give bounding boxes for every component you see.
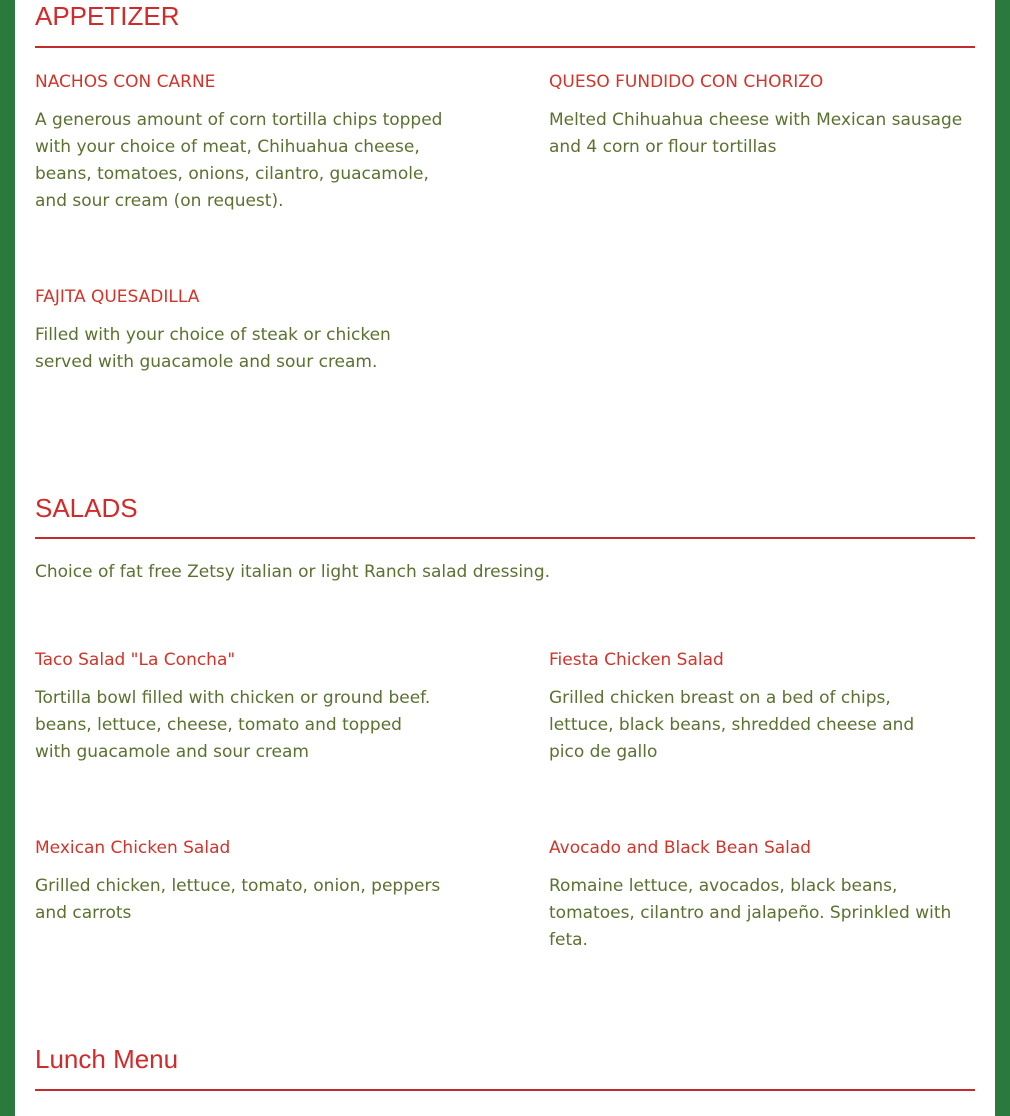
menu-item-description-mexican-chicken-salad: Grilled chicken, lettuce, tomato, onion, peppers and carrots <box>35 876 441 923</box>
menu-item-title-mexican-chicken-salad: Mexican Chicken Salad <box>35 838 231 858</box>
menu-item-description-fajita-quesadilla: Filled with your choice of steak or chicken served with guacamole and sour cream. <box>35 325 391 372</box>
salad-dressing-note: Choice of fat free Zetsy italian or light Ranch salad dressing. <box>35 562 551 582</box>
menu-item-title-fajita-quesadilla: FAJITA QUESADILLA <box>35 287 200 307</box>
section-divider-appetizer <box>35 46 975 48</box>
menu-item-title-queso-fundido-con-chorizo: QUESO FUNDIDO CON CHORIZO <box>549 72 824 92</box>
menu-item-title-avocado-and-black-bean-salad: Avocado and Black Bean Salad <box>549 838 812 858</box>
section-divider-lunch-menu <box>35 1089 975 1091</box>
menu-item-description-taco-salad-la-concha: Tortilla bowl filled with chicken or ground beef. beans, lettuce, cheese, tomato and topped with guacamole and sour cream <box>35 688 431 762</box>
menu-item-description-nachos-con-carne: A generous amount of corn tortilla chips topped with your choice of meat, Chihuahua cheese, beans, tomatoes, onions, cilantro, guacamole, and sour cream (on request). <box>35 110 443 211</box>
menu-panel <box>15 0 995 1116</box>
menu-item-description-fiesta-chicken-salad: Grilled chicken breast on a bed of chips, lettuce, black beans, shredded cheese and pico de gallo <box>549 688 915 762</box>
section-title-salads: SALADS <box>35 493 138 523</box>
menu-item-description-avocado-and-black-bean-salad: Romaine lettuce, avocados, black beans, tomatoes, cilantro and jalapeño. Sprinkled with feta. <box>549 876 952 950</box>
section-divider-salads <box>35 537 975 539</box>
section-title-appetizer: APPETIZER <box>35 1 180 31</box>
menu-item-description-queso-fundido-con-chorizo: Melted Chihuahua cheese with Mexican sausage and 4 corn or flour tortillas <box>549 110 963 157</box>
menu-item-title-nachos-con-carne: NACHOS CON CARNE <box>35 72 216 92</box>
section-title-lunch-menu: Lunch Menu <box>35 1044 179 1074</box>
menu-item-title-taco-salad-la-concha: Taco Salad "La Concha" <box>35 650 236 670</box>
menu-item-title-fiesta-chicken-salad: Fiesta Chicken Salad <box>549 650 724 670</box>
